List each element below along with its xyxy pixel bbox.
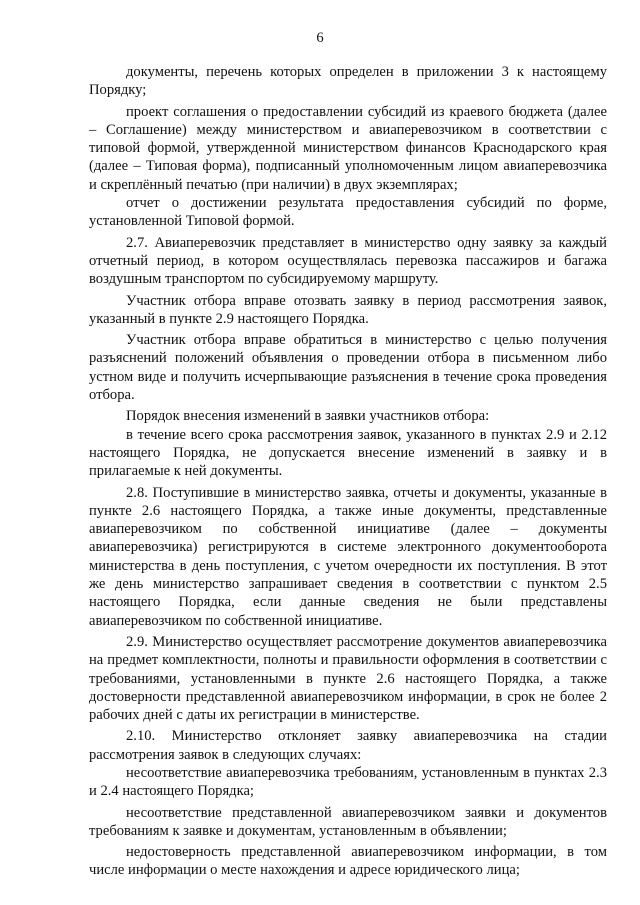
paragraph: 2.10. Министерство отклоняет заявку авиаперевозчика на стадии рассмотрения заявок в следующих случаях:	[89, 728, 607, 763]
page-number: 6	[316, 30, 324, 46]
paragraph: недостоверность представленной авиаперевозчиком информации, в том числе информации о месте нахождения и адресе юридического лица;	[89, 844, 607, 879]
document-body	[89, 63, 607, 880]
paragraph: Участник отбора вправе обратиться в министерство с целью получения разъяснений положений объявления о проведении отбора в письменном либо устном виде и получить исчерпывающие разъяснения в течение срока проведения отбора.	[89, 332, 607, 404]
paragraph: несоответствие представленной авиаперевозчиком заявки и документов требованиям к заявке и документам, установленным в объявлении;	[89, 804, 607, 839]
paragraph: отчет о достижении результата предоставления субсидий по форме, установленной Типовой формой.	[89, 195, 607, 230]
paragraph: Участник отбора вправе отозвать заявку в период рассмотрения заявок, указанный в пункте 2.9 настоящего Порядка.	[89, 292, 607, 327]
paragraph: в течение всего срока рассмотрения заявок, указанного в пунктах 2.9 и 2.12 настоящего Порядка, не допускается внесение изменений в заявку и в прилагаемые к ней документы.	[89, 426, 607, 480]
paragraph: 2.7. Авиаперевозчик представляет в министерство одну заявку за каждый отчетный период, в котором осуществлялась перевозка пассажиров и багажа воздушным транспортом по субсидируемому маршруту.	[89, 234, 607, 288]
paragraph: 2.9. Министерство осуществляет рассмотрение документов авиаперевозчика на предмет комплектности, полноты и правильности оформления в соответствии с требованиями, установленными в пункте 2.6 настоящего Порядка, а также достоверности представленной авиаперевозчиком информации, в срок не более 2 рабочих дней с даты их регистрации в министерстве.	[89, 633, 607, 724]
paragraph: 2.8. Поступившие в министерство заявка, отчеты и документы, указанные в пункте 2.6 настоящего Порядка, а также иные документы, представленные авиаперевозчиком по собственной инициативе (далее – документы авиаперевозчика) регистрируются в системе электронного документооборота министерства в день поступления, с учетом очередности их поступления. В этот же день министерство запрашивает сведения в соответствии с пунктом 2.5 настоящего Порядка, если данные сведения не были представлены авиаперевозчиком по собственной инициативе.	[89, 484, 607, 629]
paragraph: проект соглашения о предоставлении субсидий из краевого бюджета (далее – Соглашение) между министерством и авиаперевозчиком в соответствии с типовой формой, утвержденной министерством финансов Краснодарского края (далее – Типовая форма), подписанный уполномоченным лицом авиаперевозчика и скреплённый печатью (при наличии) в двух экземплярах;	[89, 103, 607, 193]
paragraph: документы, перечень которых определен в приложении 3 к настоящему Порядку;	[89, 64, 607, 99]
paragraph: несоответствие авиаперевозчика требованиям, установленным в пунктах 2.3 и 2.4 настоящего Порядка;	[89, 764, 607, 800]
paragraph: Порядок внесения изменений в заявки участников отбора:	[126, 408, 490, 425]
